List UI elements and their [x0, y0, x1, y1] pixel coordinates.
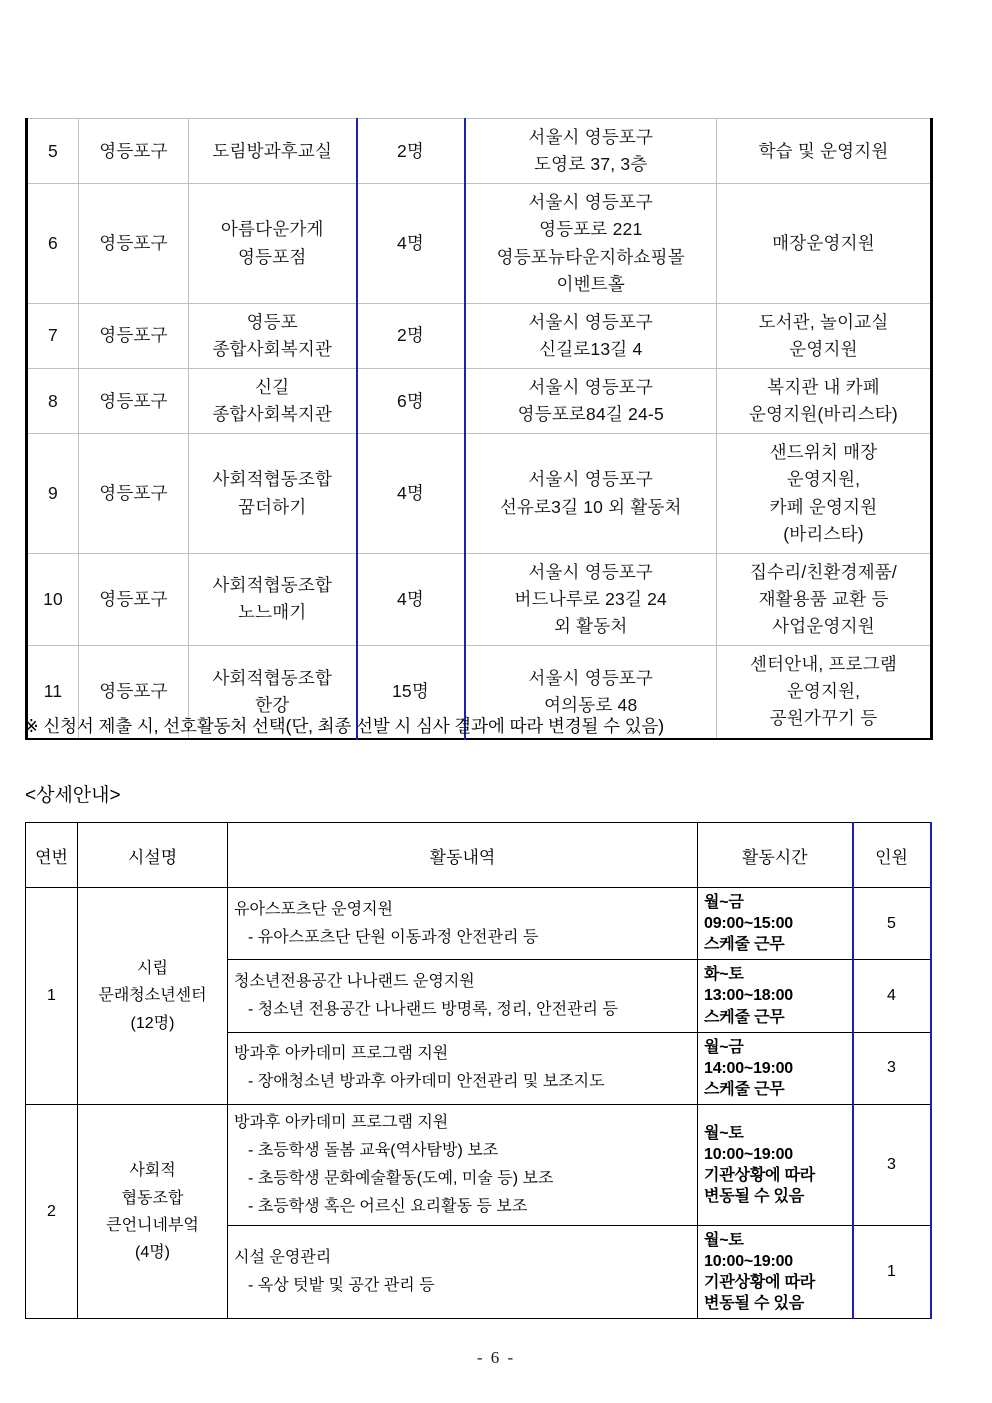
cell-activity-detail: [228, 1032, 698, 1104]
cell-address: 서울시 영등포구 영등포로 221 영등포뉴타운지하쇼핑몰 이벤트홀: [465, 184, 717, 304]
cell-district: 영등포구: [79, 119, 189, 184]
cell-place-name: 아름다운가게 영등포점: [189, 184, 357, 304]
cell-no: 9: [27, 434, 79, 554]
cell-activity-detail: [228, 960, 698, 1032]
cell-recruit-count: 2명: [357, 119, 465, 184]
cell-recruit-count: 2명: [357, 303, 465, 368]
cell-task: 집수리/친환경제품/ 재활용품 교환 등 사업운영지원: [717, 553, 932, 645]
header-activity: 활동내역: [228, 823, 698, 888]
time-line: 기관상황에 따라: [704, 1166, 816, 1184]
header-facility: 시설명: [78, 823, 228, 888]
table-row: [27, 553, 932, 645]
activity-subitem: - 청소년 전용공간 나나랜드 방명록, 정리, 안전관리 등: [248, 1000, 618, 1018]
section-heading-detail-info: <상세안내>: [25, 785, 121, 806]
time-line: 13:00~18:00: [704, 987, 793, 1005]
time-line: 변동될 수 있음: [704, 1188, 805, 1206]
cell-district: 영등포구: [79, 184, 189, 304]
cell-task: 센터안내, 프로그램 운영지원, 공원가꾸기 등: [717, 646, 932, 739]
time-line: 10:00~19:00: [704, 1145, 793, 1163]
time-line: 월~토: [704, 1231, 744, 1249]
cell-district: 영등포구: [79, 553, 189, 645]
cell-no: 10: [27, 553, 79, 645]
cell-person-count: 5: [853, 888, 931, 960]
activity-sites-table-wrapper: [25, 118, 930, 740]
activity-title: 청소년전용공간 나나랜드 운영지원: [234, 972, 475, 990]
cell-recruit-count: 4명: [357, 553, 465, 645]
detail-info-table: [25, 822, 932, 1319]
cell-activity-detail: [228, 1104, 698, 1225]
header-time: 활동시간: [698, 823, 853, 888]
cell-place-name: 도림방과후교실: [189, 119, 357, 184]
cell-task: 도서관, 놀이교실 운영지원: [717, 303, 932, 368]
cell-district: 영등포구: [79, 369, 189, 434]
table-row: [27, 119, 932, 184]
detail-info-table-wrapper: [25, 822, 930, 1319]
cell-address: 서울시 영등포구 영등포로84길 24-5: [465, 369, 717, 434]
cell-district: 영등포구: [79, 434, 189, 554]
time-line: 스케줄 근무: [704, 1008, 785, 1026]
cell-place-name: 사회적협동조합 한강: [189, 646, 357, 739]
cell-person-count: 4: [853, 960, 931, 1032]
cell-activity-time: [698, 1104, 853, 1225]
time-line: 기관상황에 따라: [704, 1274, 816, 1292]
cell-no: 5: [27, 119, 79, 184]
activity-sites-table: [25, 118, 933, 740]
cell-person-count: 3: [853, 1032, 931, 1104]
cell-place-name: 신길 종합사회복지관: [189, 369, 357, 434]
cell-activity-time: [698, 1225, 853, 1318]
time-line: 변동될 수 있음: [704, 1295, 805, 1313]
page-number: - 6 -: [476, 1348, 516, 1367]
cell-activity-detail: [228, 1225, 698, 1318]
cell-activity-time: [698, 960, 853, 1032]
cell-activity-time: [698, 1032, 853, 1104]
cell-task: 매장운영지원: [717, 184, 932, 304]
cell-recruit-count: 15명: [357, 646, 465, 739]
activity-subitem: - 초등학생 혹은 어르신 요리활동 등 보조: [248, 1197, 528, 1215]
activity-title: 유아스포츠단 운영지원: [234, 900, 394, 918]
cell-no: 8: [27, 369, 79, 434]
activity-subitem: - 유아스포츠단 단원 이동과정 안전관리 등: [248, 928, 539, 946]
header-count: 인원: [853, 823, 931, 888]
cell-place-name: 영등포 종합사회복지관: [189, 303, 357, 368]
cell-task: 복지관 내 카페 운영지원(바리스타): [717, 369, 932, 434]
table-row: [27, 369, 932, 434]
activity-subitem: - 초등학생 문화예술활동(도예, 미술 등) 보조: [248, 1169, 554, 1187]
cell-seq: 2: [26, 1104, 78, 1318]
activity-title: 시설 운영관리: [234, 1249, 332, 1267]
cell-no: 7: [27, 303, 79, 368]
time-line: 화~토: [704, 966, 744, 984]
activity-subitem: - 옥상 텃밭 및 공간 관리 등: [248, 1277, 435, 1295]
cell-facility-name: 사회적 협동조합 큰언니네부엌 (4명): [78, 1104, 228, 1318]
time-line: 10:00~19:00: [704, 1253, 793, 1271]
cell-facility-name: 시립 문래청소년센터 (12명): [78, 888, 228, 1105]
cell-recruit-count: 6명: [357, 369, 465, 434]
cell-recruit-count: 4명: [357, 434, 465, 554]
time-line: 스케줄 근무: [704, 936, 785, 954]
cell-address: 서울시 영등포구 버드나루로 23길 24 외 활동처: [465, 553, 717, 645]
cell-address: 서울시 영등포구 여의동로 48: [465, 646, 717, 739]
time-line: 14:00~19:00: [704, 1059, 793, 1077]
time-line: 월~금: [704, 1038, 744, 1056]
cell-address: 서울시 영등포구 신길로13길 4: [465, 303, 717, 368]
time-line: 09:00~15:00: [704, 915, 793, 933]
time-line: 월~금: [704, 894, 744, 911]
cell-district: 영등포구: [79, 646, 189, 739]
table-row: [26, 1104, 931, 1225]
cell-person-count: 3: [853, 1104, 931, 1225]
cell-task: 샌드위치 매장 운영지원, 카페 운영지원 (바리스타): [717, 434, 932, 554]
cell-no: 6: [27, 184, 79, 304]
activity-subitem: - 초등학생 돌봄 교육(역사탐방) 보조: [248, 1141, 499, 1159]
cell-person-count: 1: [853, 1225, 931, 1318]
submission-note: ※ 신청서 제출 시, 선호활동처 선택(단, 최종 선발 시 심사 결과에 따라 변경될 수 있음): [24, 716, 664, 736]
cell-address: 서울시 영등포구 도영로 37, 3층: [465, 119, 717, 184]
cell-seq: 1: [26, 888, 78, 1105]
activity-subitem: - 장애청소년 방과후 아카데미 안전관리 및 보조지도: [248, 1073, 605, 1091]
time-line: 스케줄 근무: [704, 1080, 785, 1098]
cell-activity-time: [698, 888, 853, 960]
cell-place-name: 사회적협동조합 노느매기: [189, 553, 357, 645]
activity-title: 방과후 아카데미 프로그램 지원: [234, 1045, 449, 1063]
cell-district: 영등포구: [79, 303, 189, 368]
header-seq: 연번: [26, 823, 78, 888]
table-row: [26, 888, 931, 960]
activity-title: 방과후 아카데미 프로그램 지원: [234, 1113, 449, 1131]
table-row: [27, 434, 932, 554]
cell-recruit-count: 4명: [357, 184, 465, 304]
table-row: [27, 184, 932, 304]
time-line: 월~토: [704, 1124, 744, 1142]
cell-activity-detail: [228, 888, 698, 960]
cell-task: 학습 및 운영지원: [717, 119, 932, 184]
table-row: [27, 303, 932, 368]
cell-no: 11: [27, 646, 79, 739]
table-header-row: [26, 823, 931, 888]
cell-address: 서울시 영등포구 선유로3길 10 외 활동처: [465, 434, 717, 554]
cell-place-name: 사회적협동조합 꿈더하기: [189, 434, 357, 554]
